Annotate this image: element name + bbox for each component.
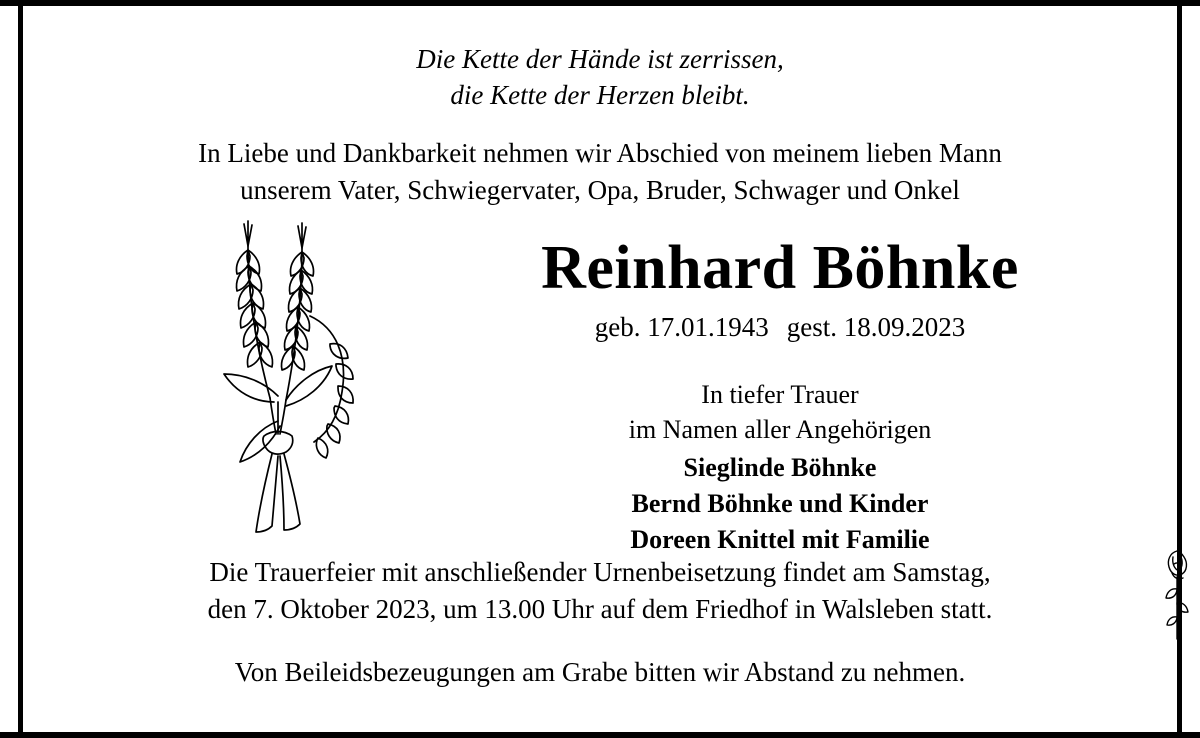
border-left: [18, 0, 23, 738]
intro-line-2: unserem Vater, Schwiegervater, Opa, Bruder, Schwager und Onkel: [240, 174, 960, 205]
survivor-name: Doreen Knittel mit Familie: [630, 525, 930, 555]
notice-content: [30, 6, 1170, 732]
name-block: [390, 234, 1170, 558]
deceased-name: Reinhard Böhnke: [541, 234, 1019, 303]
survivor-name: Bernd Böhnke und Kinder: [631, 489, 929, 519]
life-dates: [390, 312, 1170, 343]
intro-line-1: In Liebe und Dankbarkeit nehmen wir Abschied von meinem lieben Mann: [198, 138, 1002, 169]
service-line-2: den 7. Oktober 2023, um 13.00 Uhr auf dem Friedhof in Walsleben statt.: [207, 594, 993, 625]
mourning-line-1: In tiefer Trauer: [701, 379, 859, 409]
rose-icon: [1160, 545, 1194, 645]
death-date: gest. 18.09.2023: [786, 311, 966, 342]
verse-line-2: die Kette der Herzen bleibt.: [450, 79, 750, 110]
middle-section: [30, 216, 1170, 555]
service-details: [30, 554, 1170, 629]
verse-line-1: Die Kette der Hände ist zerrissen,: [416, 44, 784, 74]
mourning-line-2: im Namen aller Angehörigen: [628, 415, 932, 445]
survivors-list: [390, 450, 1170, 558]
verse-block: [30, 42, 1170, 113]
birth-date: geb. 17.01.1943: [594, 311, 769, 342]
closing-note: Von Beileidsbezeugungen am Grabe bitten wir Abstand zu nehmen.: [234, 656, 966, 687]
service-line-1: Die Trauerfeier mit anschließender Urnenbeisetzung findet am Samstag,: [209, 557, 991, 588]
wheat-sheaf-icon: [190, 216, 400, 546]
survivor-name: Sieglinde Böhnke: [683, 453, 877, 483]
mourning-block: [390, 377, 1170, 558]
intro-block: [30, 135, 1170, 208]
border-bottom: [0, 732, 1200, 738]
